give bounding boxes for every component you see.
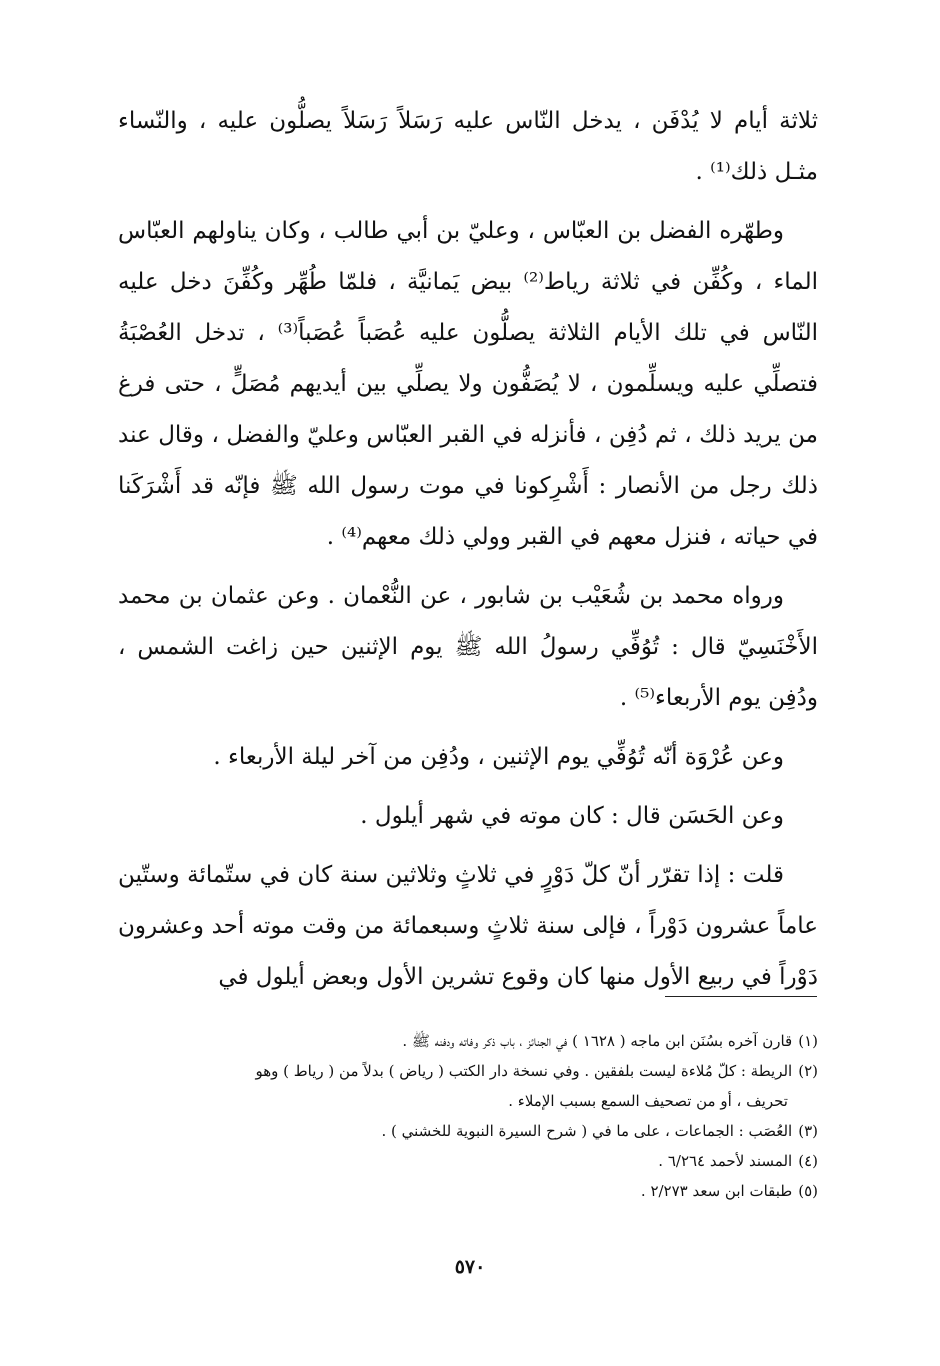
footnote <box>118 1176 818 1206</box>
footnote <box>118 1026 818 1056</box>
main-text <box>118 96 818 1011</box>
footnote-text: طبقات ابن سعد ٢/٢٧٣ . <box>640 1182 793 1200</box>
footnote-text: قارن آخره بسُنَن ابن ماجه ( ١٦٢٨ ) في الجنائز ، باب ذكر وفاته ودفنه ﷺ . <box>402 1032 793 1050</box>
footnote <box>118 1146 818 1176</box>
footnotes <box>118 1026 818 1206</box>
paragraph: وطهّره الفضل بن العبّاس ، وعليّ بن أبي طالب ، وكان يناولهم العبّاس الماء ، وكُفِّن في ثلاثة رياط⁽²⁾ بيض يَمانيَّة ، فلمّا طُهِّر وكُفِّنَ دخل عليه النّاس في تلك الأيام الثلاثة يصلُّون عليه عُصَباً عُصَباً⁽³⁾ ، تدخل العُصْبَةُ فتصلِّي عليه ويسلِّمون ، لا يُصَفُّون ولا يصلِّي بين أيديهم مُصَلٍّ ، حتى فرغ من يريد ذلك ، ثم دُفِن ، فأنزله في القبر العبّاس وعليّ والفضل ، وقال عند ذلك رجل من الأنصار : أَشْرِكونا في موت رسول الله ﷺ فإنّه قد أَشْرَكَنا في حياته ، فنزل معهم في القبر وولي ذلك معهم⁽⁴⁾ . <box>118 218 819 550</box>
paragraph: ثلاثة أيام لا يُدْفَن ، يدخل النّاس عليه رَسَلاً رَسَلاً يصلُّون عليه ، والنّساء مثـل ذلك⁽¹⁾ . <box>118 108 818 185</box>
footnote-continuation: تحريف ، أو من تصحيف السمع بسبب الإملاء . <box>508 1092 788 1110</box>
page-number: ٥٧٠ <box>454 1256 486 1278</box>
paragraph: وعن الحَسَن قال : كان موته في شهر أيلول . <box>360 803 784 829</box>
footnote-divider <box>665 996 817 997</box>
footnote-number: (١) <box>798 1032 818 1050</box>
paragraph: قلت : إذا تقرّر أنّ كلّ دَوْرٍ في ثلاثٍ وثلاثين سنة كان في ستّمائة وستّين عاماً عشرون دَوْراً ، فإلى سنة ثلاثٍ وسبعمائة من وقت موته أحد وعشرون دَوْراً في ربيع الأول منها كان وقوع تشرين الأول وبعض أيلول في <box>118 862 818 990</box>
footnote-number: (٥) <box>798 1182 818 1200</box>
footnote-number: (٤) <box>798 1152 818 1170</box>
footnote-text: الريطة : كلّ مُلاءة ليست بلفقين . وفي نسخة دار الكتب ( رياض ) بدلاً من ( رياط ) وهو <box>255 1062 793 1080</box>
footnote-text: المسند لأحمد ٦/٢٦٤ . <box>658 1152 793 1170</box>
footnote-text: العُصَب : الجماعات ، على ما في ( شرح السيرة النبوية للخشني ) . <box>381 1122 793 1140</box>
footnote-number: (٣) <box>798 1122 818 1140</box>
paragraph: ورواه محمد بن شُعَيْب بن شابور ، عن النُّعْمان . وعن عثمان بن محمد الأَخْنَسِيّ قال : تُوُفِّي رسولُ الله ﷺ يوم الإثنين حين زاغت الشمس ، ودُفِن يوم الأربعاء⁽⁵⁾ . <box>118 583 818 711</box>
footnote <box>118 1056 818 1086</box>
paragraph: وعن عُرْوَة أنّه تُوُفِّي يوم الإثنين ، ودُفِن من آخر ليلة الأربعاء . <box>213 744 784 770</box>
footnote <box>118 1116 818 1146</box>
footnote-number: (٢) <box>798 1062 818 1080</box>
